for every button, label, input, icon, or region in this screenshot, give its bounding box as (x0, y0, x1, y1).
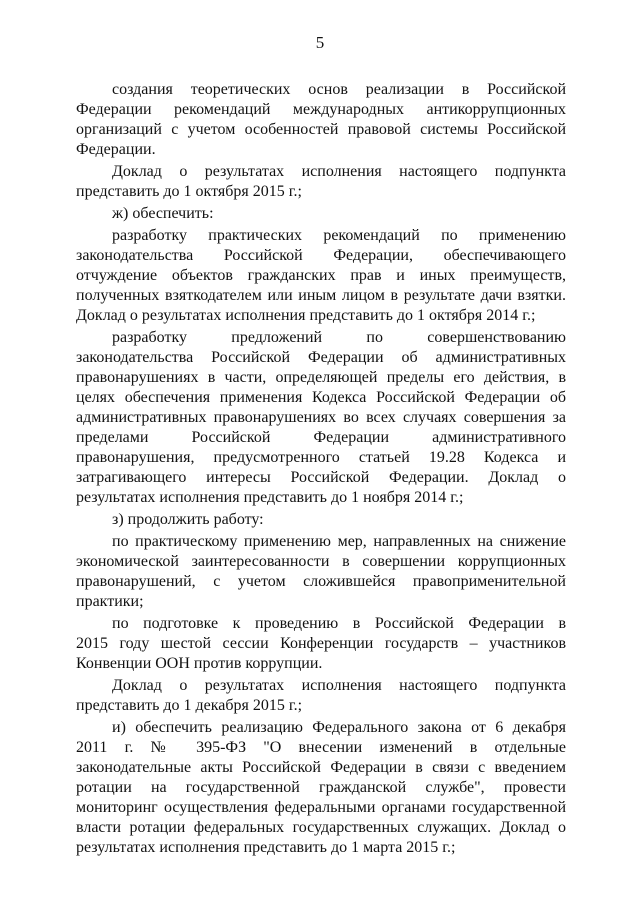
text-line: правонарушениях в части, определяющей пределы его действия, в (76, 369, 566, 386)
text-line: отчуждение объектов гражданских прав и иных преимуществ, (76, 267, 566, 284)
paragraph (76, 510, 566, 530)
text-line: по практическому применению мер, направленных на снижение (112, 533, 566, 550)
text-line: правонарушения, предусмотренного статьей 19.28 Кодекса и (76, 449, 566, 466)
text-line: пределами Российской Федерации административного (76, 429, 566, 446)
paragraph (76, 614, 566, 674)
text-line: создания теоретических основ реализации в Российской (112, 81, 566, 98)
text-line: целях обеспечения применения Кодекса Российской Федерации об (76, 389, 566, 406)
page-number: 5 (315, 33, 325, 52)
text-line: 2011 г. № 395-ФЗ "О внесении изменений в отдельные (76, 739, 566, 756)
text-line: по подготовке к проведению в Российской Федерации в (112, 615, 566, 632)
text-line: Конвенции ООН против коррупции. (76, 655, 323, 672)
text-line: организаций с учетом особенностей правовой системы Российской (76, 121, 566, 138)
text-line: законодательства Российской Федерации, обеспечивающего (76, 247, 566, 264)
paragraph (76, 80, 566, 160)
text-line: законодательные акты Российской Федерации в связи с введением (76, 759, 566, 776)
text-line: разработку предложений по совершенствованию (112, 329, 566, 346)
paragraph (76, 162, 566, 202)
text-line: правонарушений, с учетом сложившейся правоприменительной (76, 573, 566, 590)
paragraph (76, 204, 566, 224)
paragraph (76, 226, 566, 326)
text-line: ж) обеспечить: (112, 205, 214, 222)
document-body (76, 80, 566, 860)
text-line: Доклад о результатах исполнения настоящего подпункта (112, 677, 566, 694)
text-line: законодательства Российской Федерации об административных (76, 349, 566, 366)
text-line: разработку практических рекомендаций по применению (112, 227, 566, 244)
text-line: власти ротации федеральных государственных служащих. Доклад о (76, 819, 566, 836)
paragraph (76, 328, 566, 508)
text-line: з) продолжить работу: (112, 511, 264, 528)
text-line: Доклад о результатах исполнения настоящего подпункта (112, 163, 566, 180)
text-line: экономической заинтересованности в совершении коррупционных (76, 553, 566, 570)
paragraph (76, 718, 566, 858)
text-line: полученных взяткодателем или иным лицом в результате дачи взятки. (76, 287, 566, 304)
text-line: 2015 году шестой сессии Конференции государств – участников (76, 635, 566, 652)
text-line: ротации на государственной гражданской службе", провести (76, 779, 566, 796)
text-line: Доклад о результатах исполнения представить до 1 октября 2014 г.; (76, 307, 536, 324)
paragraph (76, 676, 566, 716)
text-line: результатах исполнения представить до 1 ноября 2014 г.; (76, 489, 464, 506)
text-line: и) обеспечить реализацию Федерального закона от 6 декабря (112, 719, 566, 736)
text-line: представить до 1 октября 2015 г.; (76, 183, 302, 200)
text-line: представить до 1 декабря 2015 г.; (76, 697, 303, 714)
text-line: Федерации рекомендаций международных антикоррупционных (76, 101, 566, 118)
text-line: практики; (76, 593, 144, 610)
paragraph (76, 532, 566, 612)
text-line: мониторинг осуществления федеральными органами государственной (76, 799, 566, 816)
text-line: административных правонарушениях во всех случаях совершения за (76, 409, 566, 426)
text-line: Федерации. (76, 141, 156, 158)
text-line: результатах исполнения представить до 1 марта 2015 г.; (76, 839, 456, 856)
text-line: затрагивающего интересы Российской Федерации. Доклад о (76, 469, 566, 486)
